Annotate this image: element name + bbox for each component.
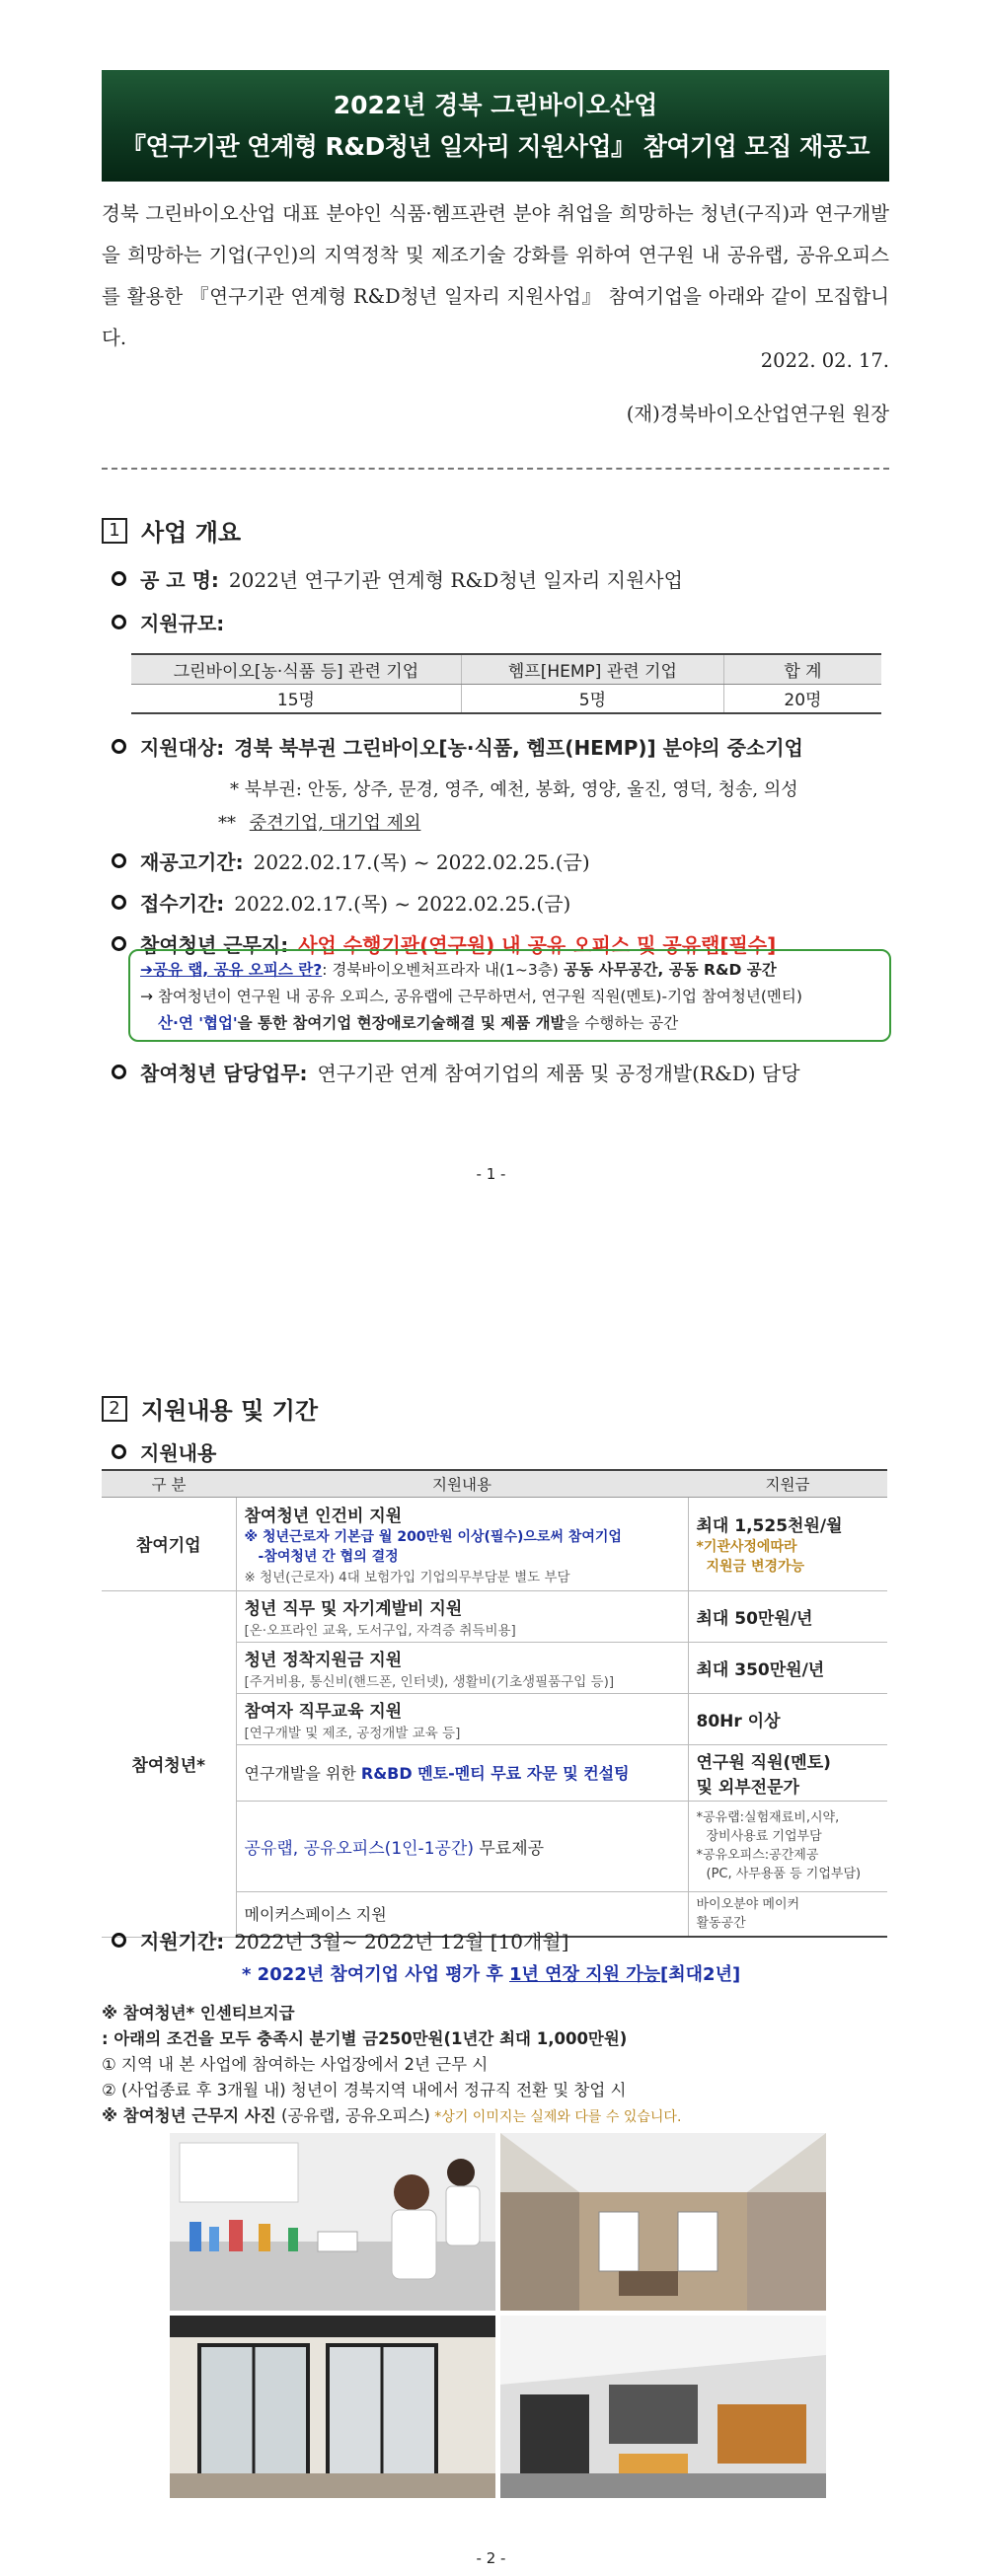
incentive-condition-1: ① 지역 내 본 사업에 참여하는 사업장에서 2년 근무 시 [102, 2055, 489, 2074]
support-period-value: 2022년 3월~ 2022년 12월 [10개월] [234, 1930, 569, 1953]
row-training-note: [연구개발 및 제조, 공정개발 교육 등] [244, 1725, 461, 1741]
row-training-amount: 80Hr 이상 [688, 1693, 887, 1744]
category-youth: 참여청년* [102, 1590, 236, 1937]
row-selfdev-content [236, 1590, 688, 1642]
scale-table [131, 653, 881, 714]
scale-value-total: 20명 [723, 684, 881, 713]
support-period-note-a: * 2022년 참여기업 사업 평가 후 [242, 1964, 509, 1985]
section-2-title: 지원내용 및 기간 [141, 1397, 318, 1425]
row-sharedspace-text: 무료제공 [473, 1838, 545, 1859]
office-illustration-3 [500, 2316, 826, 2498]
incentive-title: ※ 참여청년* 인센티브지급 [102, 2004, 295, 2023]
office-illustration-2 [170, 2316, 495, 2498]
notice-name-row [112, 564, 683, 593]
signature: (재)경북바이오산업연구원 원장 [626, 403, 889, 425]
row-makerspace-amount-line1: 바이오분야 메이커 [696, 1896, 800, 1912]
row-mentoring-amount-line2: 및 외부전문가 [696, 1777, 799, 1798]
repost-period-label: 재공고기간: [140, 850, 244, 874]
duty-label: 참여청년 담당업무: [140, 1062, 308, 1085]
row-makerspace-amount [688, 1891, 887, 1937]
office-photo-1 [500, 2133, 826, 2311]
row-settle-amount: 최대 350만원/년 [688, 1642, 887, 1693]
incentive-condition: : 아래의 조건을 모두 충족시 분기별 금250만원(1년간 최대 1,000만원) [102, 2029, 628, 2048]
row-selfdev-note: [온·오프라인 교육, 도서구입, 자격증 취득비용] [244, 1622, 516, 1639]
row-selfdev-amount: 최대 50만원/년 [688, 1590, 887, 1642]
target-note-exclusion [218, 809, 420, 835]
support-period-note-b: 1년 연장 지원 가능 [509, 1964, 661, 1985]
shared-lab-location: : 경북바이오벤처프라자 내(1~3층) [322, 961, 559, 979]
bullet-circle-icon [112, 895, 126, 910]
target-note-exclusion-text: 중견기업, 대기업 제외 [249, 813, 421, 834]
repost-period-row [112, 846, 590, 875]
row-mentoring-content [236, 1744, 688, 1801]
row-training-item: 참여자 직무교육 지원 [244, 1701, 403, 1722]
target-label: 지원대상: [140, 736, 225, 760]
incentive-condition-2: ② (사업종료 후 3개월 내) 청년이 경북지역 내에서 정규직 전환 및 창업 시 [102, 2081, 627, 2099]
row-mentoring-highlight: R&BD 멘토-멘티 무료 자문 및 컨설팅 [360, 1764, 630, 1783]
support-content-label: 지원내용 [140, 1441, 217, 1465]
target-value: 경북 북부권 그린바이오[농·식품, 헴프(HEMP)] 분야의 중소기업 [234, 736, 803, 760]
banner-title-line2: 『연구기관 연계형 R&D청년 일자리 지원사업』 참여기업 모집 재공고 [121, 132, 869, 161]
row-salary-item: 참여청년 인건비 지원 [244, 1507, 403, 1526]
scale-label: 지원규모: [140, 612, 225, 635]
scale-row [112, 608, 234, 636]
support-period-note-c: [최대2년] [660, 1964, 741, 1985]
title-banner [102, 70, 889, 182]
duty-value: 연구기관 연계 참여기업의 제품 및 공정개발(R&D) 담당 [317, 1062, 800, 1085]
support-period-note [242, 1960, 740, 1986]
scale-header-greenbio: 그린바이오[농·식품 등] 관련 기업 [131, 654, 461, 684]
office-photo-2 [170, 2316, 495, 2498]
shared-lab-info-box [128, 949, 891, 1042]
row-sharedspace-amount [688, 1801, 887, 1891]
shared-lab-collab: 산·연 '협업' [158, 1014, 238, 1032]
intro-paragraph: 경북 그린바이오산업 대표 분야인 식품·헴프관련 분야 취업을 희망하는 청년(구직)과 연구개발을 희망하는 기업(구인)의 지역정착 및 제조기술 강화를 위하여 연구원 내 공유랩, 공유오피스를 활용한 『연구기관 연계형 R&D청년 일자리 지원사업』 참여기업을 아래와 같이 모집합니다. [102, 202, 889, 349]
shared-lab-question: ➔공유 랩, 공유 오피스 란? [140, 961, 323, 979]
receipt-period-value: 2022.02.17.(목) ~ 2022.02.25.(금) [234, 892, 571, 916]
row-settle-note: [주거비용, 통신비(핸드폰, 인터넷), 생활비(기초생필품구입 등)] [244, 1673, 615, 1690]
workplace-photo-caption-disclaimer: *상기 이미지는 실제와 다를 수 있습니다. [429, 2109, 682, 2125]
office-illustration-1 [500, 2133, 826, 2311]
office-photo-3 [500, 2316, 826, 2498]
shared-lab-space: 공동 사무공간, 공동 R&D 공간 [558, 961, 777, 979]
shared-lab-purpose-end: 을 수행하는 공간 [565, 1014, 679, 1032]
receipt-period-label: 접수기간: [140, 892, 225, 916]
support-period-row [112, 1926, 568, 1954]
bullet-circle-icon [112, 936, 126, 951]
page-2 [0, 1288, 982, 2576]
scale-value-hemp: 5명 [461, 684, 723, 713]
row-sharedspace-amount-line4: (PC, 사무용품 등 기업부담) [706, 1867, 862, 1881]
row-salary-amount-note1: *기관사정에따라 [696, 1539, 797, 1555]
shared-lab-info-line3 [140, 1010, 879, 1037]
row-salary-note2: -참여청년 간 협의 결정 [258, 1549, 399, 1565]
shared-lab-info-line2: → 참여청년이 연구원 내 공유 오피스, 공유랩에 근무하면서, 연구원 직원(멘토)-기업 참여청년(멘티) [140, 988, 802, 1005]
lab-photo [170, 2133, 495, 2311]
support-header-category: 구 분 [102, 1470, 236, 1497]
target-row [112, 732, 803, 761]
row-makerspace-amount-line2: 활동공간 [696, 1915, 746, 1931]
section-2-heading [102, 1391, 318, 1426]
workplace-photo-caption-title: ※ 참여청년 근무지 사진 [102, 2106, 276, 2125]
support-header-content: 지원내용 [236, 1470, 688, 1497]
target-note-region: * 북부권: 안동, 상주, 문경, 영주, 예천, 봉화, 영양, 울진, 영덕, 청송, 의성 [230, 779, 798, 800]
section-1-heading [102, 513, 241, 548]
repost-period-value: 2022.02.17.(목) ~ 2022.02.25.(금) [253, 850, 590, 874]
row-sharedspace-amount-line2: 장비사용료 기업부담 [706, 1829, 822, 1844]
banner-title-line1: 2022년 경북 그린바이오산업 [333, 91, 658, 119]
table-row [102, 1497, 887, 1590]
row-salary-amount-note2: 지원금 변경가능 [706, 1559, 805, 1575]
row-settle-content [236, 1642, 688, 1693]
workplace-photo-caption-sub: (공유랩, 공유오피스) [275, 2106, 430, 2125]
notice-name-value: 2022년 연구기관 연계형 R&D청년 일자리 지원사업 [228, 568, 683, 592]
notice-date: 2022. 02. 17. [760, 349, 889, 372]
row-salary-content [236, 1497, 688, 1590]
support-period-label: 지원기간: [140, 1930, 225, 1953]
row-settle-item: 청년 정착지원금 지원 [244, 1650, 403, 1670]
scale-header-total: 합 계 [723, 654, 881, 684]
section-1-title: 사업 개요 [141, 519, 242, 547]
row-sharedspace-amount-line1: *공유랩:실험재료비,시약, [696, 1810, 840, 1825]
shared-lab-info-line1 [140, 957, 879, 984]
row-salary-note3: ※ 청년(근로자) 4대 보험가입 기업의무부담분 별도 부담 [244, 1570, 570, 1585]
page-number-2: - 2 - [476, 2549, 506, 2567]
row-salary-amount-value: 최대 1,525천원/월 [696, 1516, 843, 1536]
target-note-exclusion-prefix: ** [218, 813, 236, 834]
row-sharedspace-highlight: 공유랩, 공유오피스(1인-1공간) [244, 1838, 474, 1859]
row-mentoring-amount-line1: 연구원 직원(멘토) [696, 1752, 831, 1773]
table-row [102, 1590, 887, 1642]
row-sharedspace-amount-line3: *공유오피스:공간제공 [696, 1848, 819, 1863]
section-2-number: 2 [102, 1396, 127, 1422]
row-mentoring-amount [688, 1744, 887, 1801]
support-header-amount: 지원금 [688, 1470, 887, 1497]
bullet-circle-icon [112, 739, 126, 754]
section-1-number: 1 [102, 518, 127, 544]
bullet-circle-icon [112, 853, 126, 868]
bullet-circle-icon [112, 1933, 126, 1948]
bullet-circle-icon [112, 615, 126, 629]
bullet-circle-icon [112, 1444, 126, 1459]
bullet-circle-icon [112, 571, 126, 586]
lab-illustration [170, 2133, 495, 2311]
row-sharedspace-content [236, 1801, 688, 1891]
notice-name-label: 공 고 명: [140, 568, 219, 592]
scale-value-greenbio: 15명 [131, 684, 461, 713]
category-company: 참여기업 [102, 1497, 236, 1590]
support-content-row [112, 1437, 226, 1466]
row-makerspace-content: 메이커스페이스 지원 [236, 1891, 688, 1937]
row-mentoring-text: 연구개발을 위한 [244, 1764, 361, 1783]
duty-row [112, 1058, 800, 1086]
bullet-circle-icon [112, 1065, 126, 1079]
row-training-content [236, 1693, 688, 1744]
row-selfdev-item: 청년 직무 및 자기계발비 지원 [244, 1598, 463, 1619]
scale-header-hemp: 헴프[HEMP] 관련 기업 [461, 654, 723, 684]
shared-lab-purpose: 을 통한 참여기업 현장애로기술해결 및 제품 개발 [237, 1014, 566, 1032]
workplace-photo-caption [102, 2102, 681, 2126]
dashed-divider [102, 468, 889, 470]
workplace-value: 사업 수행기관(연구원) 내 공유 오피스 및 공유랩[필수] [298, 933, 777, 957]
page-number-1: - 1 - [476, 1165, 506, 1183]
workplace-label: 참여청년 근무지: [140, 933, 289, 957]
row-salary-note1: ※ 청년근로자 기본급 월 200만원 이상(필수)으로써 참여기업 [244, 1529, 622, 1545]
row-salary-amount [688, 1497, 887, 1590]
support-table [102, 1469, 887, 1938]
receipt-period-row [112, 888, 570, 917]
